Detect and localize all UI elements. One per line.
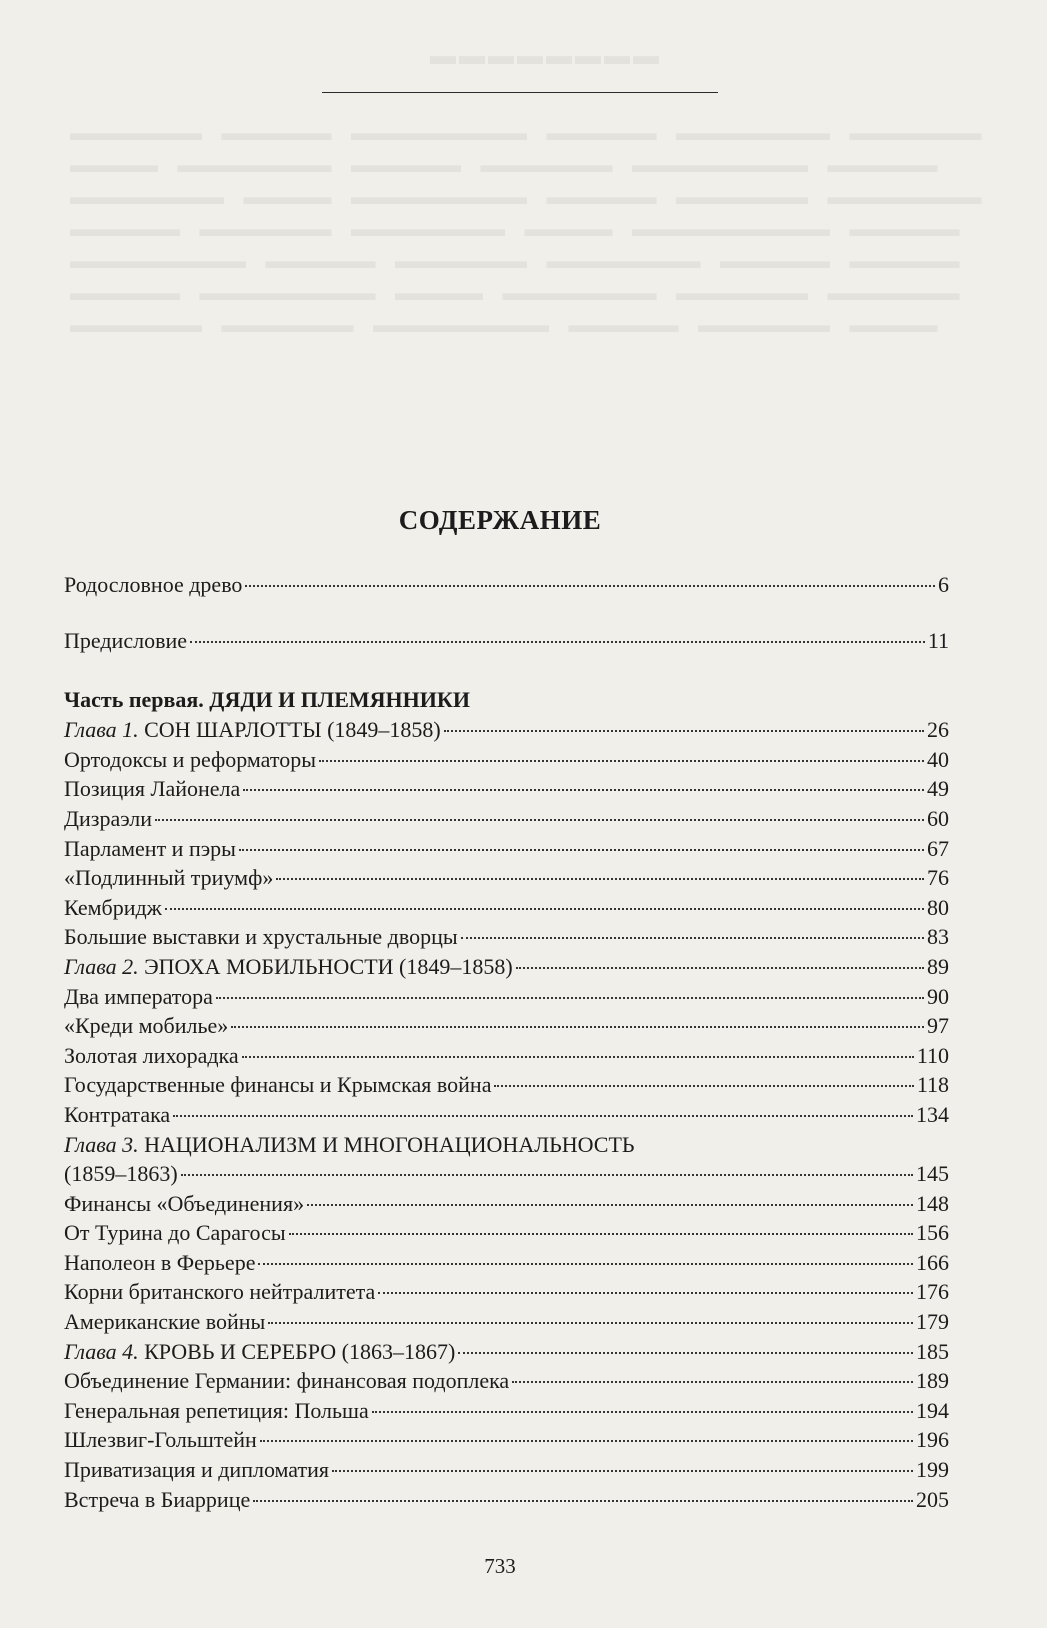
toc-entry-title: Наполеон в Ферьере bbox=[64, 1249, 256, 1275]
toc-chapter-entry[interactable] bbox=[64, 1337, 949, 1367]
toc-entry-page: 205 bbox=[916, 1486, 949, 1512]
toc-entry[interactable] bbox=[64, 1485, 949, 1515]
toc-entry-page: 118 bbox=[916, 1072, 949, 1098]
dot-leader bbox=[516, 967, 924, 969]
toc-entry-title: Дизраэли bbox=[64, 805, 153, 831]
toc-entry-page: 189 bbox=[916, 1368, 949, 1394]
toc-entry[interactable] bbox=[64, 1011, 949, 1041]
toc-entry-page: 76 bbox=[927, 865, 949, 891]
chapter-list bbox=[64, 715, 949, 1514]
toc-entry-title: Корни британского нейтралитета bbox=[64, 1279, 376, 1305]
toc-entry[interactable] bbox=[64, 1218, 949, 1248]
toc-entry[interactable] bbox=[64, 1248, 949, 1278]
dot-leader bbox=[181, 1174, 913, 1176]
toc-entry-title bbox=[64, 952, 513, 982]
toc-entry[interactable] bbox=[64, 774, 949, 804]
dot-leader bbox=[260, 1440, 913, 1442]
dot-leader bbox=[378, 1292, 913, 1294]
chapter-label: Глава 1. bbox=[64, 717, 139, 743]
toc-entry-page: 49 bbox=[927, 776, 949, 802]
toc-chapter-entry[interactable] bbox=[64, 715, 949, 745]
toc-entry[interactable] bbox=[64, 804, 949, 834]
dot-leader bbox=[332, 1470, 913, 1472]
toc-entry-title: «Подлинный триумф» bbox=[64, 865, 274, 891]
toc-entry-title: Большие выставки и хрустальные дворцы bbox=[64, 924, 458, 950]
dot-leader bbox=[458, 1352, 913, 1354]
toc-entry-page: 156 bbox=[916, 1220, 949, 1246]
toc-entry[interactable] bbox=[64, 1070, 949, 1100]
toc-entry-title: Кембридж bbox=[64, 894, 162, 920]
chapter-title: КРОВЬ И СЕРЕБРО (1863–1867) bbox=[138, 1338, 456, 1364]
toc-entry-title: Генеральная репетиция: Польша bbox=[64, 1397, 369, 1423]
toc-entry-page: 90 bbox=[927, 983, 949, 1009]
toc-entry[interactable] bbox=[64, 1277, 949, 1307]
toc-entry-page: 26 bbox=[927, 717, 949, 743]
dot-leader bbox=[444, 730, 924, 732]
chapter-label: Глава 2. bbox=[64, 953, 139, 979]
toc-entry[interactable] bbox=[64, 1189, 949, 1219]
dot-leader bbox=[231, 1026, 924, 1028]
toc-entry[interactable] bbox=[64, 1307, 949, 1337]
toc-entry-page: 89 bbox=[927, 953, 949, 979]
toc-entry-page: 185 bbox=[916, 1338, 949, 1364]
toc-entry[interactable] bbox=[64, 1100, 949, 1130]
toc-entry-page: 194 bbox=[916, 1397, 949, 1423]
toc-entry[interactable] bbox=[64, 834, 949, 864]
chapter-title: ЭПОХА МОБИЛЬНОСТИ (1849–1858) bbox=[138, 953, 513, 979]
toc-entry-page: 80 bbox=[927, 894, 949, 920]
toc-entry-title: Американские войны bbox=[64, 1309, 266, 1335]
toc-entry-title: Предисловие bbox=[64, 627, 187, 653]
dot-leader bbox=[512, 1381, 913, 1383]
part-title: Часть первая. ДЯДИ И ПЛЕМЯННИКИ bbox=[64, 687, 470, 713]
toc-entry-page: 176 bbox=[916, 1279, 949, 1305]
chapter-title: НАЦИОНАЛИЗМ И МНОГОНАЦИОНАЛЬНОСТЬ bbox=[138, 1131, 635, 1157]
toc-entry-page: 40 bbox=[927, 746, 949, 772]
chapter-title-line bbox=[64, 1130, 949, 1160]
toc-entry-page: 199 bbox=[916, 1457, 949, 1483]
dot-leader bbox=[258, 1263, 913, 1265]
contents-heading: СОДЕРЖАНИЕ bbox=[398, 505, 602, 535]
toc-entry[interactable] bbox=[64, 863, 949, 893]
toc-entry-title: Финансы «Объединения» bbox=[64, 1190, 305, 1216]
toc-entry-page: 166 bbox=[916, 1249, 949, 1275]
toc-chapter-entry[interactable] bbox=[64, 952, 949, 982]
toc-entry-title: «Креди мобилье» bbox=[64, 1013, 229, 1039]
toc-entry[interactable] bbox=[64, 922, 949, 952]
dot-leader bbox=[253, 1500, 913, 1502]
toc-entry-page: 134 bbox=[916, 1101, 949, 1127]
header-rule bbox=[322, 92, 718, 93]
toc-entry[interactable] bbox=[64, 745, 949, 775]
toc-entry-title: От Турина до Сарагосы bbox=[64, 1220, 286, 1246]
dot-leader bbox=[155, 819, 924, 821]
toc-entry-title: Ортодоксы и реформаторы bbox=[64, 746, 316, 772]
page-number: 733 bbox=[484, 1554, 516, 1578]
toc-entry[interactable] bbox=[64, 1041, 949, 1071]
toc-entry[interactable] bbox=[64, 1425, 949, 1455]
chapter-title: СОН ШАРЛОТТЫ (1849–1858) bbox=[138, 717, 441, 743]
toc-entry-title: (1859–1863) bbox=[64, 1161, 178, 1187]
toc-entry-title: Приватизация и дипломатия bbox=[64, 1457, 330, 1483]
toc-entry-title: Встреча в Биаррице bbox=[64, 1486, 251, 1512]
dot-leader bbox=[216, 997, 924, 999]
toc-entry-title: Парламент и пэры bbox=[64, 835, 236, 861]
toc-entry-page: 83 bbox=[927, 924, 949, 950]
dot-leader bbox=[372, 1411, 913, 1413]
toc-entry-page: 145 bbox=[916, 1161, 949, 1187]
toc-entry-page: 6 bbox=[938, 572, 949, 597]
toc-entry-title: Два императора bbox=[64, 983, 213, 1009]
dot-leader bbox=[190, 641, 925, 643]
toc-entry[interactable] bbox=[64, 1366, 949, 1396]
toc-entry[interactable] bbox=[64, 1455, 949, 1485]
dot-leader bbox=[245, 585, 935, 587]
dot-leader bbox=[289, 1233, 913, 1235]
toc-entry[interactable] bbox=[64, 893, 949, 923]
toc-entry[interactable] bbox=[64, 1396, 949, 1426]
dot-leader bbox=[494, 1085, 913, 1087]
toc-entry-title: Родословное древо bbox=[64, 572, 243, 597]
dot-leader bbox=[276, 878, 924, 880]
toc-entry-page: 97 bbox=[927, 1013, 949, 1039]
toc-chapter-entry[interactable] bbox=[64, 1159, 949, 1189]
dot-leader bbox=[461, 937, 924, 939]
dot-leader bbox=[242, 1056, 914, 1058]
chapter-label: Глава 3. bbox=[64, 1131, 139, 1157]
show-through-text: ▬▬▬▬▬▬▬▬ ▬▬▬▬▬▬ ▬▬▬▬▬ ▬▬▬▬▬▬▬▬ ▬▬▬▬▬ ▬▬▬▬▬▬▬ ▬▬▬▬▬▬ ▬▬▬▬ ▬▬▬▬▬▬▬ ▬▬▬▬▬ ▬▬▬▬▬▬ ▬▬▬▬▬▬▬▬ ▬▬▬▬▬ ▬▬▬▬▬▬▬ ▬▬▬▬ ▬▬▬▬▬▬▬▬ ▬▬▬▬▬ ▬▬▬▬▬▬ ▬▬▬▬▬▬▬ ▬▬▬▬▬ ▬▬▬▬▬▬ ▬▬▬▬▬▬▬ ▬▬▬▬ ▬▬▬▬▬▬▬▬▬ ▬▬▬▬▬ ▬▬▬▬▬▬▬▬ ▬▬▬▬▬ ▬▬▬▬▬▬ ▬▬▬▬▬▬▬ ▬▬▬▬▬ ▬▬▬▬▬ ▬▬▬▬▬ ▬▬▬▬▬▬▬▬ ▬▬▬▬ ▬▬▬▬▬▬▬ ▬▬▬▬▬▬ ▬▬▬▬▬▬ ▬▬▬▬▬▬ ▬▬▬▬▬▬ ▬▬▬▬▬▬▬▬ ▬▬▬▬▬ ▬▬▬▬▬▬ ▬▬▬▬ bbox=[70, 41, 982, 337]
toc-entry-title: Позиция Лайонела bbox=[64, 776, 241, 802]
toc-entry-title: Шлезвиг-Гольштейн bbox=[64, 1427, 257, 1453]
toc-entry-page: 11 bbox=[927, 627, 949, 653]
toc-entry-title: Объединение Германии: финансовая подоплека bbox=[64, 1368, 510, 1394]
dot-leader bbox=[319, 760, 924, 762]
dot-leader bbox=[173, 1115, 913, 1117]
dot-leader bbox=[243, 789, 924, 791]
toc-entry-page: 179 bbox=[916, 1309, 949, 1335]
chapter-label: Глава 4. bbox=[64, 1338, 139, 1364]
toc-entry-title: Государственные финансы и Крымская война bbox=[64, 1072, 492, 1098]
toc-entry[interactable] bbox=[64, 626, 949, 656]
toc-entry-page: 148 bbox=[916, 1190, 949, 1216]
dot-leader bbox=[165, 908, 924, 910]
toc-entry[interactable] bbox=[64, 570, 949, 600]
toc-entry-page: 67 bbox=[927, 835, 949, 861]
toc-entry[interactable] bbox=[64, 982, 949, 1012]
toc-entry-title: Контратака bbox=[64, 1101, 171, 1127]
dot-leader bbox=[268, 1322, 913, 1324]
toc-entry-page: 60 bbox=[927, 805, 949, 831]
dot-leader bbox=[239, 849, 924, 851]
toc-entry-page: 196 bbox=[916, 1427, 949, 1453]
toc-entry-title bbox=[64, 1337, 455, 1367]
toc-entry-title: Золотая лихорадка bbox=[64, 1042, 239, 1068]
toc-entry-page: 110 bbox=[916, 1042, 949, 1068]
toc-entry-title bbox=[64, 715, 441, 745]
dot-leader bbox=[307, 1204, 913, 1206]
table-of-contents bbox=[64, 570, 949, 1514]
